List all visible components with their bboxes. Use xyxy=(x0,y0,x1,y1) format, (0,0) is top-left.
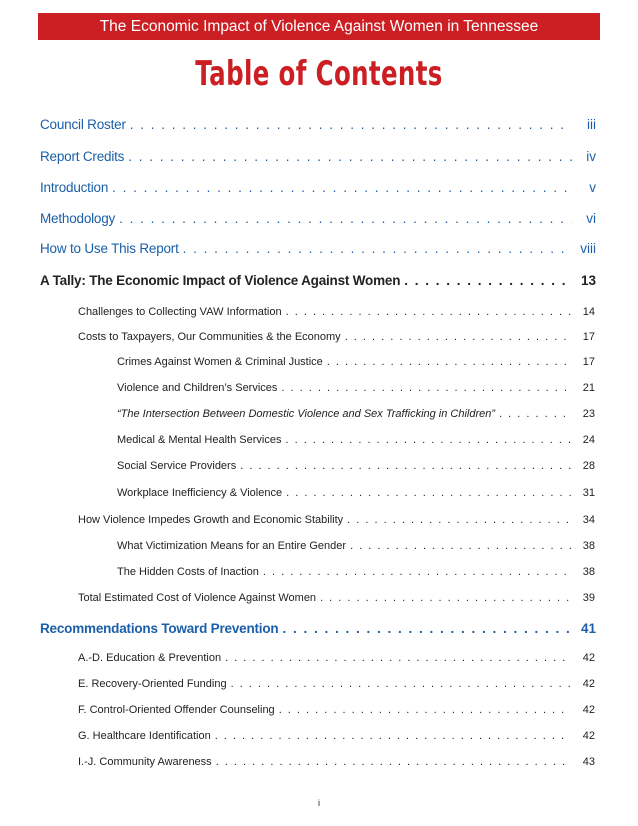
toc-entry-page: 34 xyxy=(582,514,595,526)
toc-entry-label: Report Credits xyxy=(40,149,125,164)
toc-entry-page: 42 xyxy=(582,730,595,742)
toc-entry-page: vi xyxy=(586,211,596,226)
toc-entry-childrens-services[interactable] xyxy=(117,382,595,394)
dot-leader xyxy=(240,460,571,472)
dot-leader xyxy=(285,434,571,446)
dot-leader xyxy=(345,331,571,343)
dot-leader xyxy=(225,652,571,664)
toc-entry-page: 21 xyxy=(582,382,595,394)
dot-leader xyxy=(347,514,571,526)
toc-entry-page: 42 xyxy=(582,704,595,716)
toc-entry-methodology[interactable] xyxy=(40,211,596,226)
toc-entry-total-cost[interactable] xyxy=(78,592,595,604)
toc-entry-page: 14 xyxy=(582,306,595,318)
toc-entry-label: Social Service Providers xyxy=(117,460,237,472)
toc-entry-label: A Tally: The Economic Impact of Violence Against Women xyxy=(40,273,401,288)
dot-leader xyxy=(499,408,571,420)
toc-entry-education[interactable] xyxy=(78,652,595,664)
toc-entry-medical[interactable] xyxy=(117,434,595,446)
dot-leader xyxy=(404,273,572,288)
dot-leader xyxy=(327,356,571,368)
toc-entry-label: Methodology xyxy=(40,211,116,226)
dot-leader xyxy=(215,730,571,742)
toc-entry-label: The Hidden Costs of Inaction xyxy=(117,566,259,578)
dot-leader xyxy=(231,678,571,690)
toc-entry-label: Crimes Against Women & Criminal Justice xyxy=(117,356,323,368)
toc-entry-label: Council Roster xyxy=(40,117,126,132)
page-number: i xyxy=(318,798,320,808)
toc-entry-challenges[interactable] xyxy=(78,306,595,318)
toc-entry-page: 24 xyxy=(582,434,595,446)
toc-entry-label: G. Healthcare Identification xyxy=(78,730,211,742)
toc-entry-label: Total Estimated Cost of Violence Against Women xyxy=(78,592,317,604)
toc-entry-victimization[interactable] xyxy=(117,540,595,552)
dot-leader xyxy=(183,241,572,256)
dot-leader xyxy=(286,487,571,499)
toc-entry-introduction[interactable] xyxy=(40,180,596,195)
toc-entry-report-credits[interactable] xyxy=(40,149,596,164)
toc-entry-crimes[interactable] xyxy=(117,356,595,368)
toc-entry-recovery-funding[interactable] xyxy=(78,678,595,690)
toc-entry-page: 42 xyxy=(582,678,595,690)
toc-entry-workplace[interactable] xyxy=(117,487,595,499)
dot-leader xyxy=(286,306,571,318)
toc-entry-page: 28 xyxy=(582,460,595,472)
toc-entry-hidden-costs[interactable] xyxy=(117,566,595,578)
toc-entry-council-roster[interactable] xyxy=(40,117,596,132)
toc-entry-label: Introduction xyxy=(40,180,109,195)
toc-entry-a-tally[interactable] xyxy=(40,273,596,288)
toc-entry-page: v xyxy=(589,180,596,195)
toc-entry-label: How Violence Impedes Growth and Economic Stability xyxy=(78,514,344,526)
toc-entry-impedes-growth[interactable] xyxy=(78,514,595,526)
toc-entry-label: Challenges to Collecting VAW Information xyxy=(78,306,282,318)
dot-leader xyxy=(281,382,571,394)
dot-leader xyxy=(282,621,572,636)
dot-leader xyxy=(263,566,571,578)
toc-entry-community-awareness[interactable] xyxy=(78,756,595,768)
dot-leader xyxy=(320,592,571,604)
toc-entry-label: A.-D. Education & Prevention xyxy=(78,652,222,664)
toc-entry-offender-counseling[interactable] xyxy=(78,704,595,716)
toc-entry-label: Costs to Taxpayers, Our Communities & the Economy xyxy=(78,331,341,343)
toc-entry-label: “The Intersection Between Domestic Violence and Sex Trafficking in Children” xyxy=(117,408,496,420)
dot-leader xyxy=(216,756,571,768)
toc-entry-label: Workplace Inefficiency & Violence xyxy=(117,487,283,499)
dot-leader xyxy=(128,149,572,164)
toc-entry-healthcare[interactable] xyxy=(78,730,595,742)
toc-entry-page: 43 xyxy=(582,756,595,768)
toc-entry-page: 13 xyxy=(580,273,596,288)
toc-entry-label: I.-J. Community Awareness xyxy=(78,756,212,768)
toc-entry-label: Violence and Children’s Services xyxy=(117,382,278,394)
toc-entry-page: 17 xyxy=(582,356,595,368)
toc-entry-social-service[interactable] xyxy=(117,460,595,472)
toc-entry-label: What Victimization Means for an Entire Gender xyxy=(117,540,347,552)
dot-leader xyxy=(130,117,572,132)
dot-leader xyxy=(279,704,571,716)
toc-entry-recommendations[interactable] xyxy=(40,621,596,636)
toc-entry-page: viii xyxy=(580,241,596,256)
toc-entry-page: 23 xyxy=(582,408,595,420)
dot-leader xyxy=(350,540,571,552)
toc-entry-page: 17 xyxy=(582,331,595,343)
toc-entry-page: iv xyxy=(586,149,596,164)
toc-entry-page: 38 xyxy=(582,540,595,552)
toc-entry-label: Medical & Mental Health Services xyxy=(117,434,282,446)
toc-entry-page: iii xyxy=(587,117,596,132)
toc-entry-page: 42 xyxy=(582,652,595,664)
toc-entry-page: 39 xyxy=(582,592,595,604)
page-title: Table of Contents xyxy=(195,54,443,94)
toc-entry-how-to-use[interactable] xyxy=(40,241,596,256)
toc-entry-label: F. Control-Oriented Offender Counseling xyxy=(78,704,275,716)
toc-entry-page: 41 xyxy=(580,621,596,636)
toc-entry-label: How to Use This Report xyxy=(40,241,179,256)
dot-leader xyxy=(119,211,572,226)
report-banner: The Economic Impact of Violence Against Women in Tennessee xyxy=(38,13,600,40)
toc-entry-page: 38 xyxy=(582,566,595,578)
toc-entry-intersection[interactable] xyxy=(117,408,595,420)
toc-entry-label: E. Recovery-Oriented Funding xyxy=(78,678,227,690)
toc-entry-costs-to-taxpayers[interactable] xyxy=(78,331,595,343)
toc-entry-label: Recommendations Toward Prevention xyxy=(40,621,279,636)
toc-entry-page: 31 xyxy=(582,487,595,499)
dot-leader xyxy=(112,180,572,195)
